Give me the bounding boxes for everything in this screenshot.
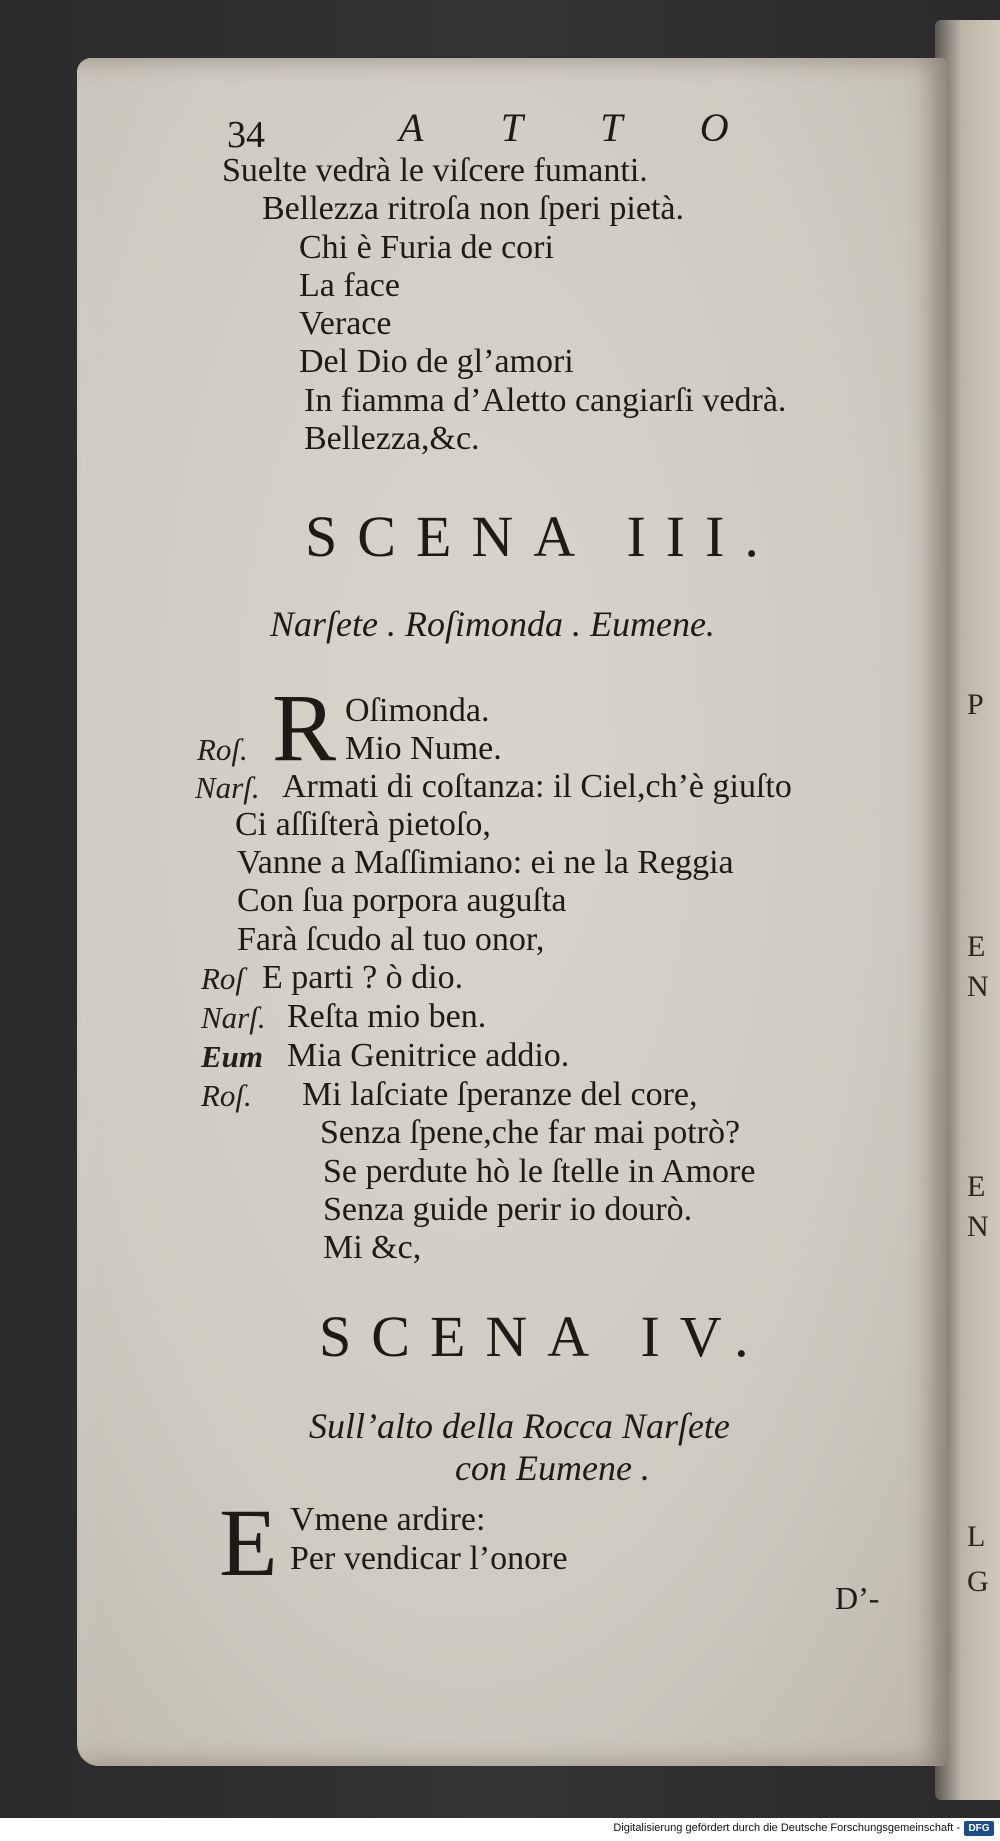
scene-description: con Eumene . — [455, 1448, 650, 1488]
dialogue-text: Reſta mio ben. — [287, 998, 487, 1035]
scene-heading: SCENA IV. — [319, 1304, 769, 1369]
dialogue-text: Armati di coſtanza: il Ciel,ch’è giuſto — [282, 768, 792, 805]
verse-line: Verace — [299, 305, 392, 342]
scene-description: Sull’alto della Rocca Narſete — [309, 1406, 730, 1446]
dialogue-text: Per vendicar l’onore — [290, 1540, 568, 1577]
page-number: 34 — [227, 114, 265, 156]
dialogue-text: Mia Genitrice addio. — [287, 1037, 570, 1074]
dialogue-text: Mi laſciate ſperanze del core, — [302, 1076, 698, 1113]
dialogue-text: Se perdute hò le ſtelle in Amore — [323, 1153, 756, 1190]
digitization-footer — [0, 1818, 1000, 1841]
adjacent-fragment: N — [967, 970, 989, 1003]
dialogue-text: Senza ſpene,che far mai potrò? — [320, 1114, 741, 1151]
speaker-label: Roſ. — [197, 732, 248, 767]
adjacent-fragment: E — [967, 930, 986, 963]
drop-cap: R — [272, 674, 337, 781]
running-title: A T T O — [399, 105, 763, 150]
scene-characters: Narſete . Roſimonda . Eumene. — [270, 604, 715, 644]
verse-line: Chi è Furia de cori — [299, 229, 554, 266]
dialogue-text: Mi &c, — [323, 1229, 422, 1266]
verse-line: La face — [299, 267, 400, 304]
dfg-logo: DFG — [964, 1821, 994, 1836]
book-page — [77, 58, 947, 1766]
dialogue-text: Con ſua porpora auguſta — [237, 882, 567, 919]
dialogue-text: Ci aſſiſterà pietoſo, — [235, 806, 491, 843]
dialogue-text: Vmene ardire: — [290, 1501, 486, 1538]
adjacent-fragment: L — [967, 1520, 986, 1553]
verse-line: Bellezza,&c. — [304, 420, 480, 457]
footer-credit: Digitalisierung gefördert durch die Deutsche Forschungsgemeinschaft - — [613, 1822, 960, 1834]
drop-cap: E — [219, 1489, 278, 1596]
dialogue-text: Oſimonda. — [345, 692, 490, 729]
adjacent-fragment: N — [967, 1210, 989, 1243]
adjacent-fragment: E — [967, 1170, 986, 1203]
speaker-label: Eum — [201, 1039, 264, 1074]
adjacent-fragment: G — [967, 1565, 989, 1598]
adjacent-fragment: P — [967, 688, 984, 721]
speaker-label: Narſ. — [195, 770, 260, 805]
dialogue-text: Farà ſcudo al tuo onor, — [237, 921, 545, 958]
dialogue-text: E parti ? ò dio. — [262, 959, 464, 996]
speaker-label: Roſ. — [201, 1078, 252, 1113]
dialogue-text: Vanne a Maſſimiano: ei ne la Reggia — [237, 844, 734, 881]
verse-line: Bellezza ritroſa non ſperi pietà. — [262, 190, 684, 227]
catchword: D’- — [835, 1580, 880, 1616]
speaker-label: Roſ — [201, 961, 245, 996]
dialogue-text: Mio Nume. — [345, 730, 502, 767]
verse-line: Del Dio de gl’amori — [299, 343, 574, 380]
verse-line: Suelte vedrà le viſcere fumanti. — [222, 152, 648, 189]
speaker-label: Narſ. — [201, 1000, 266, 1035]
scene-heading: SCENA III. — [305, 504, 779, 569]
dialogue-text: Senza guide perir io dourò. — [323, 1191, 693, 1228]
verse-line: In fiamma d’Aletto cangiarſi vedrà. — [304, 382, 787, 419]
